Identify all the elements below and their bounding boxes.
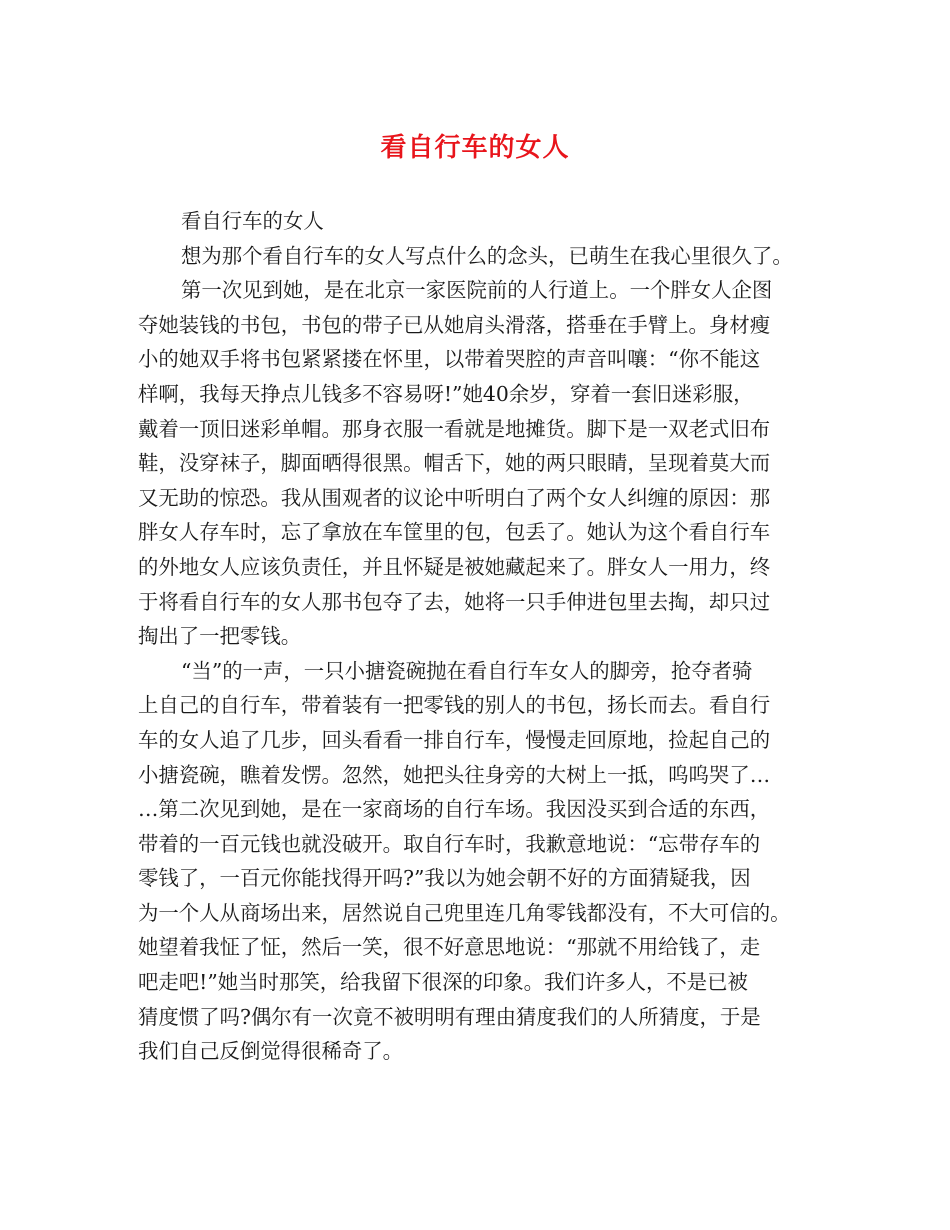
- text-line: 掏出了一把零钱。: [138, 624, 302, 649]
- text-line: 她望着我怔了怔，然后一笑，很不好意思地说：“那就不用给钱了，走: [138, 935, 761, 960]
- document-body: [138, 204, 828, 1069]
- text-line: 猜度惯了吗?偶尔有一次竟不被明明有理由猜度我们的人所猜度，于是: [138, 1004, 761, 1029]
- text-line: 鞋，没穿袜子，脚面晒得很黑。帽舌下，她的两只眼睛，呈现着莫大而: [138, 451, 771, 476]
- text-line: 上自己的自行车，带着装有一把零钱的别人的书包，扬长而去。看自行: [138, 693, 771, 718]
- text-line: 零钱了，一百元你能找得开吗?”我以为她会朝不好的方面猜疑我，因: [138, 866, 751, 891]
- document-title: 看自行车的女人: [380, 133, 570, 163]
- text-line: 的外地女人应该负责任，并且怀疑是被她藏起来了。胖女人一用力，终: [138, 554, 771, 579]
- text-line: 胖女人存车时，忘了拿放在车筐里的包，包丢了。她认为这个看自行车: [138, 520, 771, 545]
- text-line: 又无助的惊恐。我从围观者的议论中听明白了两个女人纠缠的原因：那: [138, 485, 771, 510]
- text-line: 为一个人从商场出来，居然说自己兜里连几角零钱都没有，不大可信的。: [138, 900, 791, 925]
- text-line: 戴着一顶旧迷彩单帽。那身衣服一看就是地摊货。脚下是一双老式旧布: [138, 416, 771, 441]
- text-line: 吧走吧!”她当时那笑，给我留下很深的印象。我们许多人，不是已被: [138, 970, 748, 995]
- text-line: 小的她双手将书包紧紧搂在怀里，以带着哭腔的声音叫嚷：“你不能这: [138, 347, 761, 372]
- text-line: 车的女人追了几步，回头看看一排自行车，慢慢走回原地，捡起自己的: [138, 727, 771, 752]
- text-line: 第一次见到她，是在北京一家医院前的人行道上。一个胖女人企图: [181, 278, 773, 303]
- text-line: 带着的一百元钱也就没破开。取自行车时，我歉意地说：“忘带存车的: [138, 831, 761, 856]
- text-line: “当”的一声，一只小搪瓷碗抛在看自行车女人的脚旁，抢夺者骑: [181, 658, 753, 683]
- text-line: 于将看自行车的女人那书包夺了去，她将一只手伸进包里去掏，却只过: [138, 589, 771, 614]
- text-line: …第二次见到她，是在一家商场的自行车场。我因没买到合适的东西，: [138, 797, 771, 822]
- text-line: 样啊，我每天挣点儿钱多不容易呀!”她40余岁，穿着一套旧迷彩服，: [138, 381, 754, 406]
- text-line: 小搪瓷碗，瞧着发愣。忽然，她把头往身旁的大树上一抵，呜呜哭了…: [138, 762, 771, 787]
- text-line: 想为那个看自行车的女人写点什么的念头，已萌生在我心里很久了。: [181, 243, 793, 268]
- text-line: 看自行车的女人: [181, 209, 324, 233]
- text-line: 夺她装钱的书包，书包的带子已从她肩头滑落，搭垂在手臂上。身材瘦: [138, 312, 771, 337]
- text-line: 我们自己反倒觉得很稀奇了。: [138, 1039, 404, 1064]
